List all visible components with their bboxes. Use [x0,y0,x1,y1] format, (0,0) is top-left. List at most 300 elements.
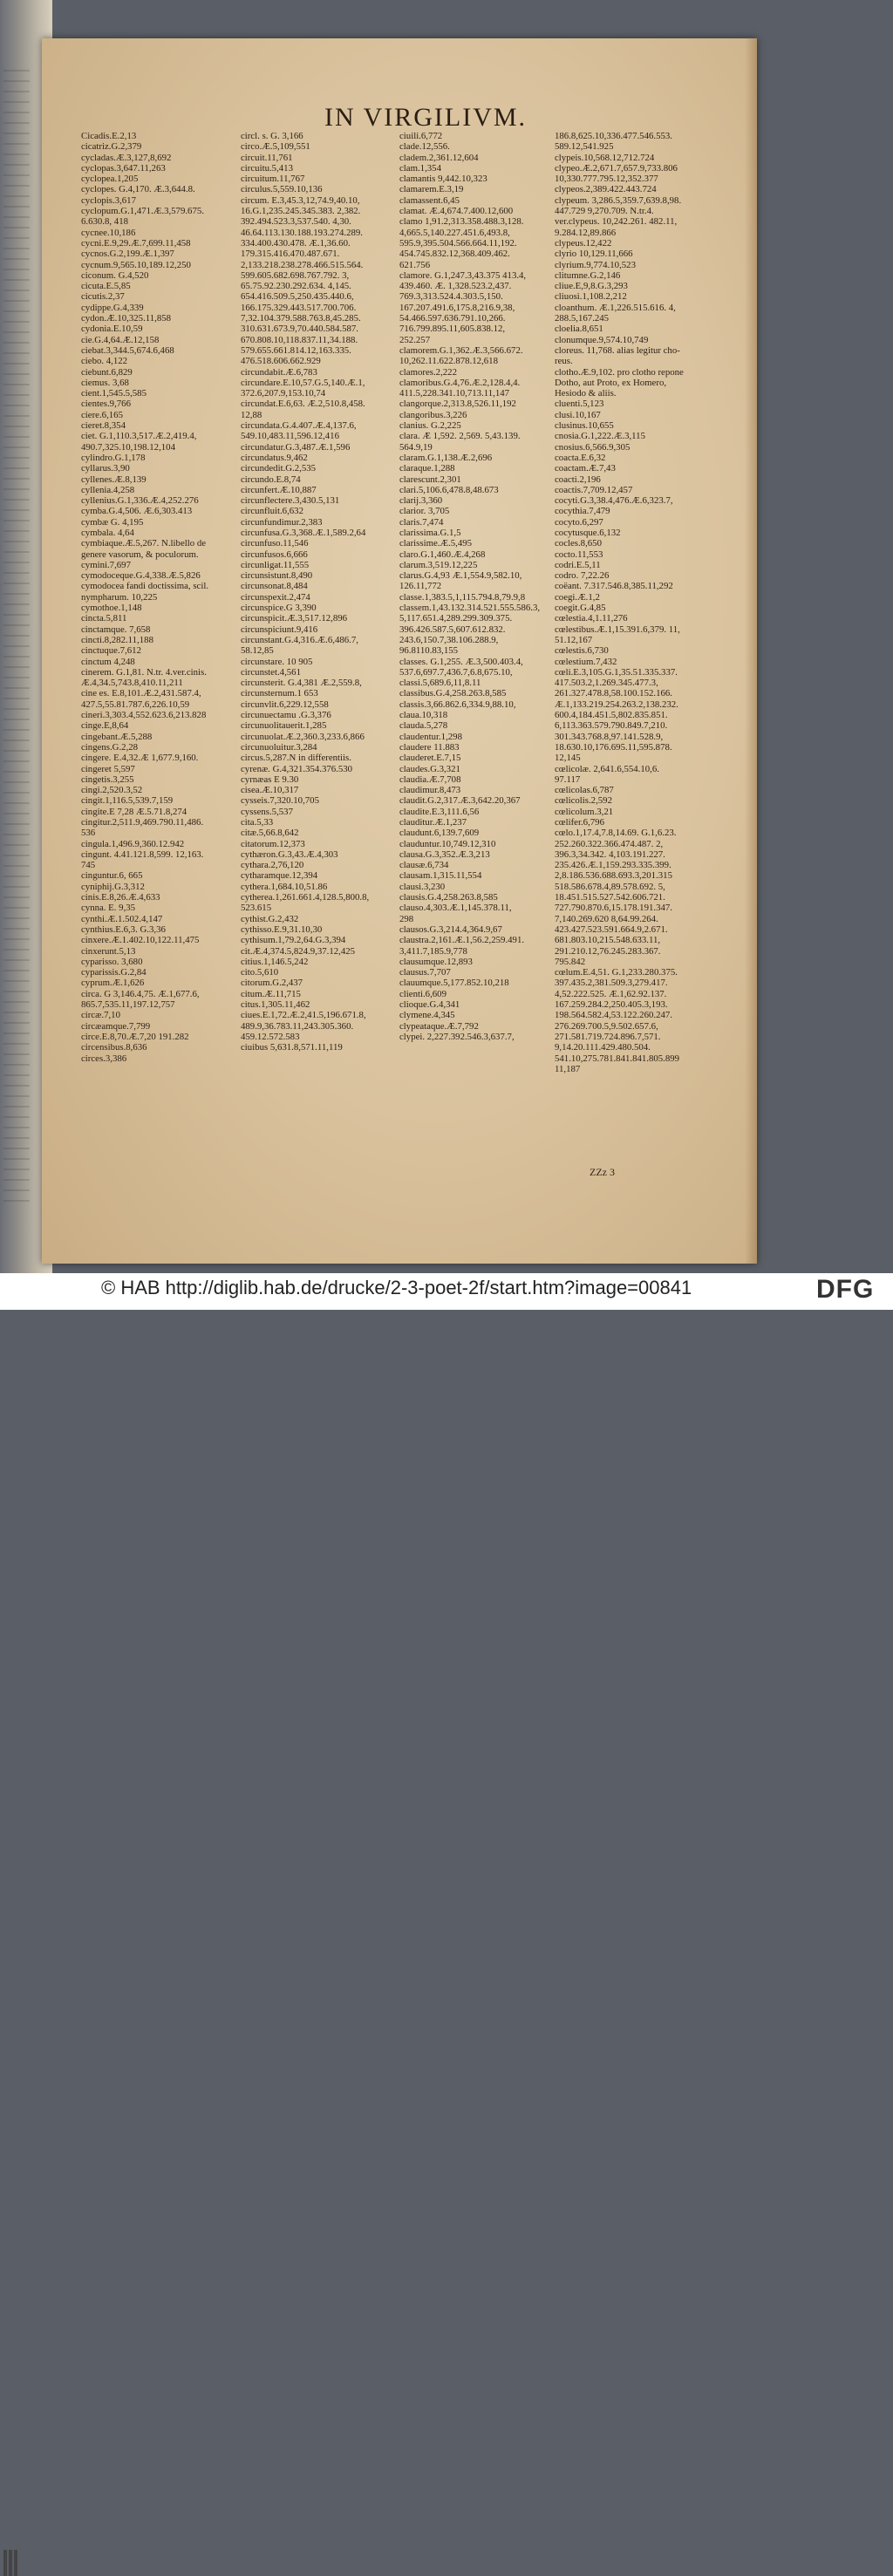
index-entry: circunvlit.6,229.12,558 [241,699,329,710]
index-entry: cliuosi.1,108.2,212 [555,291,627,303]
index-entry: circunuectamu .G.3,376 [241,710,331,721]
index-entry: cinxerunt.5,13 [81,945,136,957]
index-entry: ciuibus 5,631.8,571.11,119 [241,1042,343,1053]
index-entry: classi.5,689.6,11,8.11 [399,678,481,689]
index-entry: cyclopas.3,647.11,263 [81,162,166,174]
index-entry: clausis.G.4,258.263.8,585 [399,892,498,903]
index-entry: cicutis.2,37 [81,291,125,303]
index-entry: cineri.3,303.4,552.623.6,213.828 [81,710,207,721]
index-entry: codro. 7,22.26 [555,570,610,582]
index-entry: cingetis.3,255 [81,773,134,785]
index-entry: 271.581.719.724.896.7,571. [555,1031,661,1042]
index-entry: claris.7,474 [399,516,444,528]
index-entry: 727.790.870.6,15.178.191.347. [555,903,672,914]
index-entry: circunstant.G.4,316.Æ.6,486.7, [241,634,358,645]
index-entry: cythisum.1,79.2,64.G.3,394 [241,935,346,946]
index-entry: clauditur.Æ.1,237 [399,817,467,828]
index-entry: cythisso.E.9,31.10,30 [241,923,323,935]
index-entry: clam.1,354 [399,162,441,174]
index-entry: clarij.3,360 [399,495,443,507]
index-entry: Dotho, aut Proto, ex Homero, [555,377,667,388]
index-entry: cieret.8,354 [81,420,126,432]
page-title: IN VIRGILIVM. [324,103,528,132]
index-entry: circundata.G.4.407.Æ.4,137.6, [241,420,357,432]
index-entry: cysseis.7,320.10,705 [241,795,319,807]
index-entry: citæ.5,66.8,642 [241,828,299,839]
index-entry: circuitum.11,767 [241,174,305,185]
index-entry: 179.315.416.470.487.671. [241,249,340,260]
index-entry: claram.G.1,138.Æ.2,696 [399,452,493,463]
index-entry: cocytusque.6,132 [555,527,621,538]
index-entry: cœli.E.3,105.G.1,35.51.335.337. [555,666,678,678]
index-entry: cloelia.8,651 [555,324,603,335]
index-entry: circundatur.G.3,487.Æ.1,596 [241,441,351,453]
index-entry: citatorum.12,373 [241,838,305,849]
index-entry: 288.5,167.245 [555,313,610,324]
index-entry: cymba.G.4,506. Æ.6,303.413 [81,506,193,517]
index-entry: clypeis.10,568.12,712.724 [555,152,655,163]
index-entry: 276.269.700.5,9.502.657.6, [555,1020,658,1032]
index-column-2 [241,131,419,1053]
index-entry: 12,88 [241,409,262,420]
index-entry: 9,14.20.111.429.480.504. [555,1042,651,1053]
index-entry: cytharamque.12,394 [241,870,318,882]
index-column-4 [555,131,755,1074]
index-entry: circes.3,386 [81,1053,127,1064]
index-entry: 2,133.218.238.278.466.515.564. [241,259,364,270]
index-entry: 476.518.606.662.929 [241,356,321,367]
index-entry: cnosius.6,566.9,305 [555,441,631,453]
index-entry: nympharum. 10,225 [81,591,158,603]
index-entry: cinge.E,8,64 [81,720,129,732]
index-entry: cyclopum.G.1,471.Æ.3,579.675. [81,206,204,217]
index-entry: 58.12,85 [241,645,274,657]
index-entry: clamat. Æ.4,674.7.400.12,600 [399,206,514,217]
index-entry: clauduntur.10,749.12,310 [399,838,496,849]
index-entry: claudentur.1,298 [399,731,462,742]
index-entry: circl. s. G. 3,166 [241,131,303,141]
index-entry: cingunt. 4.41.121.8,599. 12,163. [81,848,204,860]
index-entry: cyrenæ. G.4,321.354.376.530 [241,763,353,774]
index-entry: circunspiciunt.9,416 [241,624,318,635]
index-entry: clypeataque.Æ.7,792 [399,1020,479,1032]
index-entry: 3,411.7,185.9,778 [399,945,467,957]
index-entry: cycnos.G.2,199.Æ.1,397 [81,249,174,260]
index-entry: circunligat.11,555 [241,559,310,570]
index-entry: claraque.1,288 [399,463,455,474]
index-entry: 18.630.10,176.695.11,595.878. [555,741,672,753]
index-entry: cœlicolum.3,21 [555,806,614,817]
index-entry: 397.435.2,381.509.3,279.417. [555,978,668,989]
index-entry: ciues.E.1,72.Æ.2,41.5,196.671.8, [241,1010,366,1021]
index-entry: circunfuso.11,546 [241,538,309,549]
index-entry: cyllenes.Æ.8,139 [81,474,147,485]
index-entry: 243.6,150.7,38.106.288.9, [399,634,499,645]
index-entry: 564.9,19 [399,441,433,453]
index-entry: cymini.7,697 [81,559,131,570]
index-entry: cyrnæas E 9.30 [241,773,299,785]
index-entry: 865.7,535.11,197.12,757 [81,999,175,1011]
index-entry: 16.G.1,235.245.345.383. 2,382. [241,206,361,217]
index-entry: classes. G.1,255. Æ.3,500.403.4, [399,656,523,667]
index-entry: 5,117.651.4,289.299.309.375. [399,613,513,624]
index-entry: circunfusa.G.3,368.Æ.1,589.2,64 [241,527,366,538]
index-entry: cyniphij.G.3,312 [81,881,145,892]
index-entry: clamo 1,91.2,313.358.488.3,128. [399,216,524,228]
index-entry: ciebo. 4,122 [81,356,128,367]
index-entry: 454.745.832.12,368.409.462. [399,249,510,260]
index-entry: clienti.6,609 [399,988,446,999]
index-entry: 252.257 [399,334,431,345]
barcode-icon [3,2550,23,2576]
index-entry: cingere. E.4,32.Æ 1,677.9,160. [81,753,199,764]
index-entry: cœlestibus.Æ.1,15.391.6,379. 11, [555,624,680,635]
index-entry: cincta.5,811 [81,613,127,624]
index-entry: classibus.G.4,258.263.8,585 [399,688,507,699]
index-entry: 396.3,34.342. 4,103.191.227. [555,848,665,860]
index-entry: cinis.E.8,26.Æ.4,633 [81,892,160,903]
index-entry: cœlicolæ. 2,641.6,554.10,6. [555,763,659,774]
index-entry: circundat.E.6,63. Æ.2,510.8,458. [241,399,365,410]
index-entry: clitumne.G.2,146 [555,269,621,281]
index-entry: 65.75.92.230.292.634. 4,145. [241,281,351,292]
index-entry: cloanthum. Æ.1,226.515.616. 4, [555,302,676,313]
index-entry: cingit.1,116.5,539.7,159 [81,795,174,807]
index-entry: 439.460. Æ. 1,328.523.2,437. [399,281,512,292]
index-entry: citius.1,146.5,242 [241,956,309,967]
index-entry: cine es. E.8,101.Æ.2,431.587.4, [81,688,201,699]
index-entry: clarior. 3,705 [399,506,450,517]
index-entry: clyrium.9,774.10,523 [555,259,636,270]
index-entry: 745 [81,860,96,871]
index-entry: 54.466.597.636.791.10,266. [399,313,506,324]
index-entry: cinerem. G.1,81. N.tr. 4.ver.cinis. [81,666,207,678]
index-entry: 51.12,167 [555,634,593,645]
index-entry: cycnee.10,186 [81,227,136,238]
index-entry: 769.3,313.524.4.303.5,150. [399,291,503,303]
index-entry: clausi.3,230 [399,881,446,892]
index-entry: 46.64.113.130.188.193.274.289. [241,227,363,238]
index-entry: circunsternum.1 653 [241,688,318,699]
index-entry: Cicadis.E.2,13 [81,131,137,141]
index-entry: 599.605.682.698.767.792. 3, [241,269,350,281]
index-entry: clauso.4,303.Æ.1,145.378.11, [399,903,512,914]
index-entry: 795.842 [555,956,586,967]
index-entry: 252.260.322.366.474.487. 2, [555,838,664,849]
index-entry: clotho.Æ.9,102. pro clotho repone [555,366,684,378]
index-entry: cocyti.G.3,38.4,476.Æ.6,323.7, [555,495,673,507]
index-entry: 235.426.Æ.1,159.293.335.399. [555,860,671,871]
index-entry: ciuili.6,772 [399,131,443,141]
index-entry: circunspicit.Æ.3,517.12,896 [241,613,348,624]
index-entry: circundabit.Æ.6,783 [241,366,317,378]
index-entry: cingite.E 7,28 Æ.5.71.8,274 [81,806,187,817]
index-entry: cinxere.Æ.1.402.10,122.11,475 [81,935,200,946]
index-entry: cient.1,545.5,585 [81,388,147,399]
index-entry: clausæ.6,734 [399,860,449,871]
index-entry: cytherea.1,261.661.4,128.5,800.8, [241,892,370,903]
index-entry: cydippe.G.4,339 [81,302,144,313]
index-entry: classem.1,43.132.314.521.555.586.3, [399,603,541,614]
index-entry: 11,187 [555,1063,581,1074]
index-entry: 7,140.269.620 8,64.99.264. [555,913,658,924]
index-entry: clamorem.G.1,362.Æ.3,566.672. [399,344,523,356]
index-entry: circunsterit. G.4,381 Æ.2,559.8, [241,678,362,689]
index-entry: ciconum. G.4,520 [81,269,149,281]
index-entry: cinctamque. 7,658 [81,624,151,635]
index-entry: coëant. 7.317.546.8,385.11,292 [555,581,673,592]
index-entry: circulus.5,559.10,136 [241,184,323,195]
index-entry: 4,52.222.525. Æ.1,62.92.137. [555,988,667,999]
dfg-logo: DFG [816,1275,875,1304]
index-entry: clade.12,556. [399,141,450,153]
index-entry: cit.Æ.4,374.5,824.9,37.12,425 [241,945,356,957]
index-entry: cylindro.G.1,178 [81,452,146,463]
index-entry: cingi.2,520.3,52 [81,785,143,796]
index-entry: circunspexit.2,474 [241,591,310,603]
index-entry: claustra.2,161.Æ.1,56.2,259.491. [399,935,525,946]
index-entry: circæamque.7,799 [81,1020,151,1032]
index-entry: cocythia.7,479 [555,506,610,517]
index-entry: clamores.2,222 [399,366,457,378]
index-entry: claudunt.6,139.7,609 [399,828,480,839]
index-entry: cymbala. 4,64 [81,527,134,538]
index-entry: 621.756 [399,259,431,270]
index-entry: cingula.1,496.9,360.12.942 [81,838,185,849]
index-entry: 12,145 [555,753,581,764]
index-entry: clamore. G.1,247.3,43.375 413.4, [399,269,527,281]
index-entry: 523.615 [241,903,272,914]
index-entry: 261.327.478.8,58.100.152.166. [555,688,672,699]
index-entry: clausos.G.3,214.4,364.9,67 [399,923,502,935]
index-entry: cydonia.E.10,59 [81,324,143,335]
index-entry: coegit.G.4,85 [555,603,606,614]
index-entry: claua.10,318 [399,710,448,721]
index-entry: ciebat.3,344.5,674.6,468 [81,344,174,356]
index-entry: claudimur.8,473 [399,785,461,796]
index-entry: 579.655.661.814.12,163.335. [241,344,351,356]
index-entry: Æ.1,133.219.254.263.2,138.232. [555,699,678,710]
copyright-link[interactable]: © HAB http://diglib.hab.de/drucke/2-3-poet-2f/start.htm?image=00841 [101,1277,692,1298]
index-entry: cyclopea.1,205 [81,174,139,185]
index-entry: cincti.8,282.11,188 [81,634,153,645]
index-entry: 97.117 [555,773,581,785]
index-entry: coactam.Æ.7,43 [555,463,616,474]
index-entry: reus. [555,356,573,367]
index-entry: clangoribus.3,226 [399,409,467,420]
index-entry: 423.427.523.591.664.9,2.671. [555,923,668,935]
index-entry: cinguntur.6, 665 [81,870,143,882]
index-entry: cymbiaque.Æ.5,267. N.libello de [81,538,207,549]
index-entry: circuitu.5,413 [241,162,293,174]
index-column-1 [81,131,247,1064]
index-entry: 447.729 9,270.709. N.tr.4. [555,206,654,217]
index-entry: claudere 11.883 [399,741,460,753]
index-entry: 518.586.678.4,89.578.692. 5, [555,881,665,892]
index-entry: circum. E.3,45.3,12,74.9,40.10, [241,194,360,206]
index-entry: 536 [81,828,96,839]
index-entry: classe.1,383.5,1,115.794.8,79.9,8 [399,591,526,603]
index-entry: classis.3,66.862.6,334.9,88.10, [399,699,516,710]
index-entry: cisea.Æ.10,317 [241,785,299,796]
index-entry: 186.8,625.10,336.477.546.553. [555,131,672,141]
index-entry: cocles.8,650 [555,538,602,549]
index-entry: cycladas.Æ.3,127,8,692 [81,152,172,163]
index-entry: clymene.4,345 [399,1010,455,1021]
index-entry: 541.10,275.781.841.841.805.899 [555,1053,680,1064]
index-entry: coactis.7,709.12,457 [555,484,633,495]
index-entry: cingeret 5,597 [81,763,135,774]
signature-mark: ZZz 3 [590,1166,615,1178]
index-entry: 96.8110.83,155 [399,645,459,657]
index-entry: claudit.G.2,317.Æ.3,642.20,367 [399,795,521,807]
index-entry: 716.799.895.11,605.838.12, [399,324,506,335]
index-entry: clioque.G.4,341 [399,999,460,1011]
index-entry: ciebunt.6,829 [81,366,133,378]
index-entry: 301.343.768.8,97.141.528.9, [555,731,664,742]
index-entry: clamarem.E.3,19 [399,184,464,195]
index-entry: clarissime.Æ.5,495 [399,538,473,549]
index-entry: 9.284.12,89.866 [555,227,617,238]
index-entry: 589.12,541.925 [555,141,614,153]
index-entry: 459.12.572.583 [241,1031,300,1042]
index-entry: circus.5,287.N in differentiis. [241,753,351,764]
index-entry: clonumque.9,574.10,749 [555,334,649,345]
index-entry: claudes.G.3,321 [399,763,460,774]
index-entry: 7,32.104.379.588.763.8,45.285. [241,313,361,324]
index-entry: coegi.Æ.1,2 [555,591,600,603]
index-entry: 10,330.777.795.12,352.377 [555,174,658,185]
index-entry: Hesiodo & aliis. [555,388,617,399]
index-entry: cluenti.5,123 [555,399,604,410]
index-entry: cymodoceque.G.4,338.Æ.5,826 [81,570,201,582]
index-entry: coacta.E.6,32 [555,452,606,463]
index-entry: circunstare. 10 905 [241,656,313,667]
index-entry: circunstet.4,561 [241,666,301,678]
index-entry: circundare.E.10,57.G.5,140.Æ.1, [241,377,365,388]
index-entry: clauda.5,278 [399,720,448,732]
index-entry: cyssens.5,537 [241,806,293,817]
index-entry: cynthius.E.6,3. G.3,36 [81,923,166,935]
index-entry: 18.451.515.527.542.606.721. [555,892,665,903]
index-entry: cyclopes. G.4,170. Æ.3,644.8. [81,184,195,195]
index-entry: cie.G.4,64.Æ.12,158 [81,334,160,345]
index-entry: Æ.4,34.5,743.8,410.11,211 [81,678,183,689]
index-entry: clamantis 9,442.10,323 [399,174,487,185]
index-entry: cycnum.9,565.10,189.12,250 [81,259,191,270]
index-entry: 334.400.430.478. Æ.1,36.60. [241,237,351,249]
index-entry: genere vasorum, & poculorum. [81,549,199,560]
index-entry: 2,8.186.536.688.693.3,201.315 [555,870,672,882]
index-entry: cocto.11,553 [555,549,603,560]
index-entry: cymodocea fandi doctissima, scil. [81,581,209,592]
index-entry: ver.clypeus. 10,242.261. 482.11, [555,216,678,228]
index-entry: circuit.11,761 [241,152,293,163]
index-entry: clusi.10,167 [555,409,601,420]
index-entry: cicatriz.G.2,379 [81,141,142,153]
index-entry: 600.4,184.451.5,802.835.851. [555,710,668,721]
index-entry: cythara.2,76,120 [241,860,304,871]
index-entry: ciere.6,165 [81,409,123,420]
index-entry: clarus.G.4,93 Æ.1,554.9,582.10, [399,570,522,582]
index-entry: clypeum. 3,286.5,359.7,639.8,98. [555,194,682,206]
index-entry: cœlestia.4,1.11,276 [555,613,628,624]
index-entry: clausumque.12,893 [399,956,473,967]
index-entry: clamoribus.G.4,76.Æ.2,128.4,4. [399,377,521,388]
book-page [42,38,757,1264]
index-entry: clausa.G.3,352.Æ.3,213 [399,848,490,860]
index-entry: cientes.9,766 [81,399,131,410]
index-entry: claudite.E.3,111.6,56 [399,806,480,817]
index-entry: cymbæ G. 4,195 [81,516,144,528]
index-entry: 198.564.582.4,53.122.260.247. [555,1010,672,1021]
index-entry: 372.6,207.9,153.10,74 [241,388,326,399]
index-entry: coacti.2,196 [555,474,601,485]
index-entry: cnosia.G.1,222.Æ.3,115 [555,431,645,442]
index-entry: cladem.2,361.12,604 [399,152,479,163]
index-entry: 427.5,55.81.787.6,226.10,59 [81,699,190,710]
index-entry: 549.10,483.11,596.12,416 [241,431,339,442]
index-entry: 417.503.2,1.269.345.477.3, [555,678,658,689]
index-entry: 10,262.11.622.878.12,618 [399,356,498,367]
index-entry: 396.426.587.5,607.612.832. [399,624,506,635]
index-entry: circunsistunt.8,490 [241,570,313,582]
index-entry: cynna. E. 9,35 [81,903,136,914]
index-entry: cyclopis.3,617 [81,194,136,206]
index-entry: 490.7,325.10,198.12,104 [81,441,175,453]
index-entry: circa. G 3,146.4,75. Æ.1,677.6, [81,988,200,999]
index-entry: clarescunt.2,301 [399,474,461,485]
index-entry: circundo.E.8,74 [241,474,301,485]
index-entry: 489.9,36.783.11,243.305.360. [241,1020,354,1032]
index-entry: 298 [399,913,414,924]
index-entry: 537.6,697.7,436.7,6.8,675.10, [399,666,513,678]
index-entry: circunfert.Æ.10,887 [241,484,317,495]
index-entry: circundedit.G.2,535 [241,463,317,474]
index-entry: cyllarus.3,90 [81,463,130,474]
index-entry: cythera.1,684.10,51.86 [241,881,328,892]
index-entry: cloreus. 11,768. alias legitur cho- [555,344,680,356]
index-entry: cyparisso. 3,680 [81,956,143,967]
index-entry: cœlicolis.2,592 [555,795,612,807]
index-entry: clusinus.10,655 [555,420,614,432]
index-entry: codri.E.5,11 [555,559,601,570]
index-entry: clausus.7,707 [399,967,451,978]
index-entry: clauumque.5,177.852.10,218 [399,978,509,989]
index-entry: cycni.E.9,29.Æ.7,699.11,458 [81,237,191,249]
index-entry: circunflectere.3,430.5,131 [241,495,340,507]
index-entry: citus.1,305.11,462 [241,999,310,1011]
index-entry: circunfundimur.2,383 [241,516,323,528]
index-entry: circunsonat.8,484 [241,581,308,592]
index-entry: cyparissis.G.2,84 [81,967,147,978]
index-entry: cynthi.Æ.1.502.4,147 [81,913,163,924]
index-entry: 411.5,228.341.10,713.11,147 [399,388,510,399]
index-entry: clypeo.Æ.2,671.7,657.9,733.806 [555,162,678,174]
index-entry: circunspice.G 3,390 [241,603,317,614]
index-entry: circundatus.9,462 [241,452,308,463]
index-entry: cocyto.6,297 [555,516,603,528]
index-entry: 670.808.10,118.837.11,34.188. [241,334,358,345]
index-entry: cinctum 4,248 [81,656,135,667]
index-entry: clauderet.E.7,15 [399,753,461,764]
index-entry: cœlestium.7,432 [555,656,617,667]
index-entry: ciemus. 3,68 [81,377,129,388]
index-entry: 6.630.8, 418 [81,216,128,228]
index-entry: cœlestis.6,730 [555,645,609,657]
index-entry: circensibus.8,636 [81,1042,147,1053]
index-entry: circæ.7,10 [81,1010,120,1021]
